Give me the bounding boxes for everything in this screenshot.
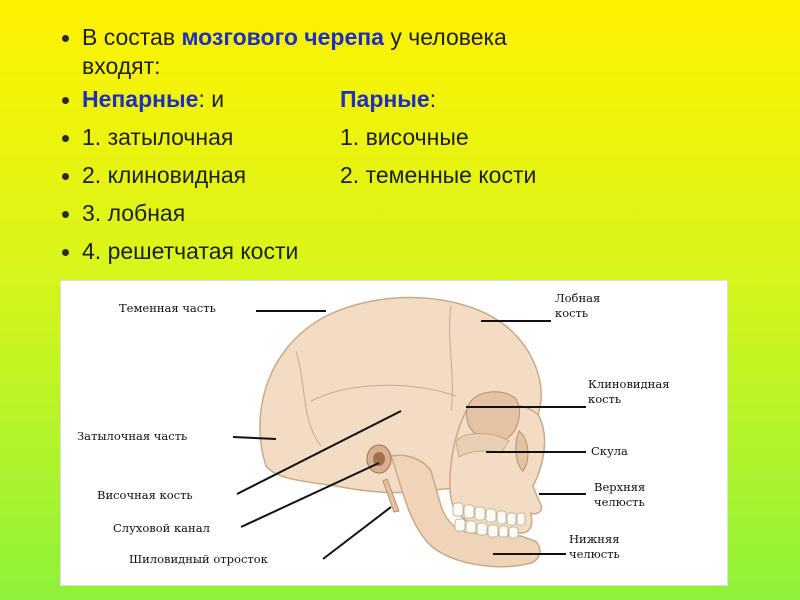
tooth	[517, 513, 525, 525]
intro-line-2: входят:	[82, 53, 161, 79]
label-maxilla-line-2: челюсть	[594, 495, 645, 509]
unpaired-title: Непарные	[82, 86, 199, 112]
label-sphenoid	[588, 377, 669, 407]
tooth	[488, 525, 498, 537]
intro-highlight: мозгового черепа	[181, 24, 384, 50]
label-sphenoid-line-1: Клиновидная	[588, 377, 670, 391]
leader-styloid	[323, 507, 391, 559]
bullet	[62, 211, 72, 221]
label-mandible-line-1: Нижняя	[569, 532, 620, 546]
unpaired-item: 4. решетчатая кости	[82, 238, 299, 264]
tooth	[509, 527, 518, 538]
label-maxilla-line-1: Верхняя	[594, 480, 646, 494]
label-parietal: Теменная часть	[119, 301, 216, 315]
label-frontal-line-1: Лобная	[555, 291, 601, 305]
label-cheek: Скула	[591, 444, 628, 458]
tooth	[464, 505, 474, 518]
tooth	[499, 526, 508, 537]
tooth	[507, 513, 516, 525]
bullet	[62, 249, 72, 259]
bullet	[62, 35, 72, 45]
paired-suffix: :	[429, 86, 437, 112]
tooth	[475, 507, 485, 520]
tooth	[453, 503, 463, 516]
label-mandible-line-2: челюсть	[569, 547, 620, 561]
tooth	[497, 511, 506, 524]
intro-line	[82, 24, 507, 50]
paired-item: 1. височные	[340, 124, 469, 150]
intro-before: В состав	[82, 24, 182, 50]
label-ear-canal: Слуховой канал	[113, 521, 210, 535]
label-occipital: Затылочная часть	[77, 429, 188, 443]
unpaired-item: 2. клиновидная	[82, 162, 247, 188]
paired-title: Парные	[340, 86, 430, 112]
skull-diagram	[60, 280, 728, 586]
unpaired-suffix: : и	[198, 86, 225, 112]
tooth	[477, 523, 487, 535]
label-temporal: Височная кость	[97, 488, 193, 502]
unpaired-heading	[82, 86, 224, 112]
tooth	[466, 521, 476, 533]
bullet	[62, 97, 72, 107]
label-mandible	[569, 532, 620, 562]
intro-after: у человека	[383, 24, 507, 50]
label-sphenoid-line-2: кость	[588, 392, 622, 406]
slide-text	[0, 0, 800, 280]
unpaired-item: 1. затылочная	[82, 124, 234, 150]
paired-heading	[340, 86, 436, 112]
paired-item: 2. теменные кости	[340, 162, 537, 188]
tooth	[486, 509, 496, 522]
unpaired-item: 3. лобная	[82, 200, 186, 226]
tooth	[455, 519, 465, 531]
label-styloid: Шиловидный отросток	[129, 552, 268, 566]
label-frontal-line-2: кость	[555, 306, 589, 320]
label-frontal	[555, 291, 600, 321]
bullet	[62, 173, 72, 183]
label-maxilla	[594, 480, 645, 510]
bullet	[62, 135, 72, 145]
